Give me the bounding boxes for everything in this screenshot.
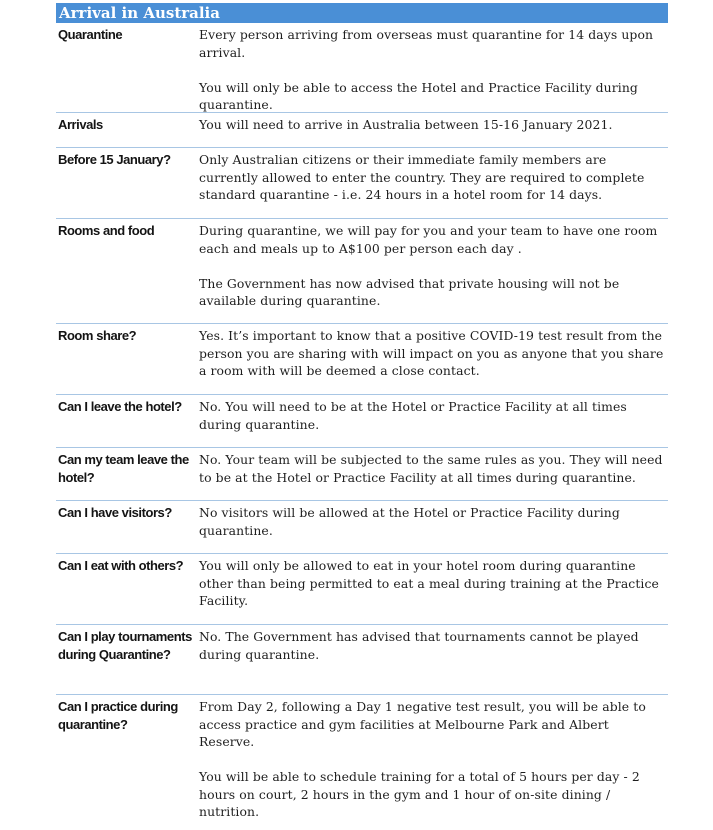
answer-paragraph: No. Your team will be subjected to the same rules as you. They will need to be at the Hotel or Practice Facility at all times during quarantine. [199,452,663,485]
faq-row-practice [56,695,668,819]
faq-row-room-share [56,324,668,395]
answer-cell [199,698,665,821]
answer-paragraph: Only Australian citizens or their immediate family members are currently allowed to enter the country. They are required to complete standard quarantine - i.e. 24 hours in a hotel room for 14 days. [199,152,645,202]
answer-paragraph: You will only be allowed to eat in your hotel room during quarantine other than being permitted to eat a meal during training at the Practice Facility. [199,558,659,608]
answer-cell [199,398,665,433]
answer-paragraph: You will need to arrive in Australia between 15-16 January 2021. [199,117,613,132]
question-label: Can I eat with others? [58,558,184,573]
question-label: Can I practice during quarantine? [58,699,178,732]
question-label: Can I have visitors? [58,505,172,520]
faq-row-visitors [56,501,668,554]
faq-table [56,23,668,819]
faq-row-rooms-and-food [56,219,668,324]
question-label: Can my team leave the hotel? [58,452,189,485]
question-label: Arrivals [58,117,103,132]
answer-paragraph: Every person arriving from overseas must quarantine for 14 days upon arrival. [199,27,654,60]
faq-row-leave-hotel [56,395,668,448]
answer-paragraph: During quarantine, we will pay for you and your team to have one room each and meals up to A$100 per person each day . [199,223,658,256]
question-label: Quarantine [58,27,123,42]
answer-paragraph: You will only be able to access the Hotel and Practice Facility during quarantine. [199,79,638,112]
answer-cell [199,327,665,380]
answer-paragraph: You will be able to schedule training for a total of 5 hours per day - 2 hours on court, 2 hours in the gym and 1 hour of on-site dining / nutrition. [199,769,640,819]
answer-paragraph: The Government has now advised that private housing will not be available during quarantine. [199,275,620,308]
question-label: Room share? [58,328,137,343]
answer-cell [199,504,665,539]
answer-cell [199,628,665,663]
faq-row-before-15-january [56,148,668,219]
answer-cell [199,451,665,486]
section-title: Arrival in Australia [56,3,668,23]
answer-cell [199,116,665,134]
faq-row-eat-with-others [56,554,668,625]
answer-cell [199,26,665,114]
answer-paragraph: Yes. It’s important to know that a positive COVID-19 test result from the person you are sharing with will impact on you as anyone that you share a room with will be deemed a close contact. [199,328,664,378]
faq-row-arrivals [56,113,668,148]
question-label: Can I leave the hotel? [58,399,182,414]
question-label: Before 15 January? [58,152,171,167]
faq-row-team-leave-hotel [56,448,668,501]
question-label: Can I play tournaments during Quarantine? [58,629,192,662]
answer-paragraph: No visitors will be allowed at the Hotel or Practice Facility during quarantine. [199,505,620,538]
answer-paragraph: No. You will need to be at the Hotel or Practice Facility at all times during quarantine. [199,399,627,432]
answer-cell [199,557,665,610]
answer-paragraph: No. The Government has advised that tournaments cannot be played during quarantine. [199,629,639,662]
answer-paragraph: From Day 2, following a Day 1 negative test result, you will be able to access practice and gym facilities at Melbourne Park and Albert Reserve. [199,699,646,749]
answer-cell [199,222,665,310]
faq-row-play-tournaments [56,625,668,695]
faq-row-quarantine [56,23,668,113]
question-label: Rooms and food [58,223,155,238]
answer-cell [199,151,665,204]
